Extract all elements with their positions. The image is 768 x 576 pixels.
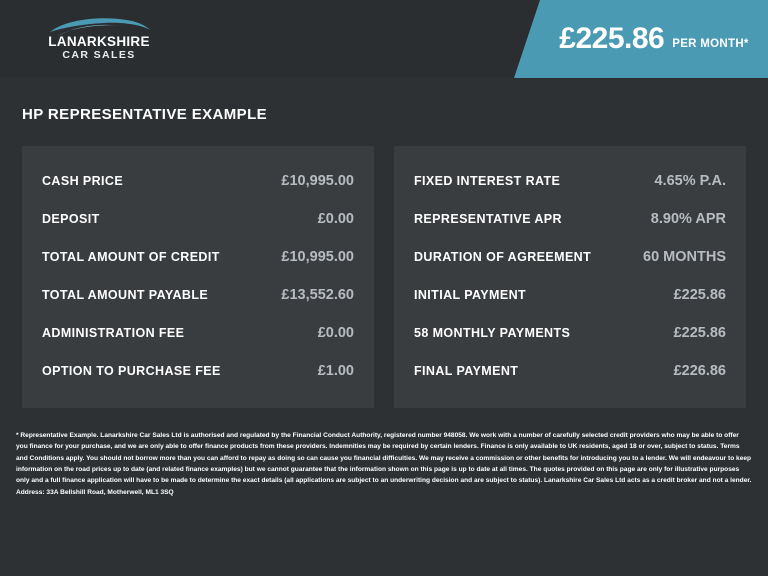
logo-brand-line2: CAR SALES	[62, 48, 136, 61]
finance-row	[42, 276, 354, 314]
finance-row	[42, 314, 354, 352]
finance-row	[414, 314, 726, 352]
finance-row-label: INITIAL PAYMENT	[414, 288, 527, 302]
finance-row-label: TOTAL AMOUNT PAYABLE	[42, 288, 209, 302]
finance-row-value: £225.86	[673, 287, 726, 303]
finance-row-value: £13,552.60	[281, 287, 354, 303]
finance-panel-right	[394, 146, 746, 408]
finance-row-label: REPRESENTATIVE APR	[414, 212, 562, 226]
finance-row-label: DEPOSIT	[42, 212, 100, 226]
finance-row	[414, 162, 726, 200]
finance-row-value: £10,995.00	[281, 249, 354, 265]
monthly-price-period: PER MONTH*	[672, 37, 749, 50]
logo-swoosh-icon	[44, 17, 154, 37]
finance-panels	[22, 146, 746, 408]
finance-row-value: £0.00	[317, 325, 354, 341]
finance-row-label: DURATION OF AGREEMENT	[414, 250, 592, 264]
finance-row	[414, 238, 726, 276]
finance-row-label: CASH PRICE	[42, 174, 124, 188]
logo[interactable]	[44, 14, 154, 64]
finance-row	[42, 200, 354, 238]
page-title: HP REPRESENTATIVE EXAMPLE	[22, 106, 268, 123]
finance-row-label: 58 MONTHLY PAYMENTS	[414, 326, 571, 340]
finance-row-label: OPTION TO PURCHASE FEE	[42, 364, 221, 378]
logo-brand-line1: LANARKSHIRE	[48, 34, 150, 50]
finance-row	[414, 200, 726, 238]
finance-row-label: FIXED INTEREST RATE	[414, 174, 561, 188]
finance-row-value: 4.65% P.A.	[654, 173, 726, 189]
monthly-price-amount: £225.86	[559, 22, 665, 55]
finance-row-value: £0.00	[317, 211, 354, 227]
page-header	[0, 0, 768, 78]
finance-row-label: TOTAL AMOUNT OF CREDIT	[42, 250, 220, 264]
monthly-price-banner	[540, 0, 768, 78]
finance-row	[42, 352, 354, 390]
finance-row-value: £225.86	[673, 325, 726, 341]
finance-row-label: ADMINISTRATION FEE	[42, 326, 185, 340]
finance-row-value: £226.86	[673, 363, 726, 379]
finance-row	[414, 352, 726, 390]
disclaimer-text: * Representative Example. Lanarkshire Car Sales Ltd is authorised and regulated by the Financial Conduct Authority, registered number 948058. We work with a number of carefully selected credit providers who may be able to offer you finance for your purchase, and we are only able to offer finance products from these providers. Indemnities may be required by certain lenders. Finance is only available to UK residents, aged 18 or over, subject to status. Terms and Conditions apply. You should not borrow more than you can afford to repay as doing so can cause you financial difficulties. We may receive a commission or other benefits for introducing you to a lender. We will endeavour to keep information on the road prices up to date (and related finance examples) but we cannot guarantee that the information shown on this page is up to date at all times. The quotes provided on this page are only for illustrative purposes only and a full finance application will have to be made to determine the exact details (all applications are subject to an underwriting decision and are subject to status). Lanarkshire Car Sales Ltd acts as a credit broker and not a lender. Address: 33A Bellshill Road, Motherwell, ML1 3SQ	[16, 432, 752, 496]
logo-text	[44, 35, 154, 60]
finance-row	[42, 162, 354, 200]
finance-row-value: £1.00	[317, 363, 354, 379]
finance-row-value: 60 MONTHS	[643, 249, 726, 265]
finance-row-label: FINAL PAYMENT	[414, 364, 519, 378]
finance-panel-left	[22, 146, 374, 408]
finance-row	[42, 238, 354, 276]
finance-row	[414, 276, 726, 314]
finance-row-value: 8.90% APR	[650, 211, 726, 227]
finance-row-value: £10,995.00	[281, 173, 354, 189]
